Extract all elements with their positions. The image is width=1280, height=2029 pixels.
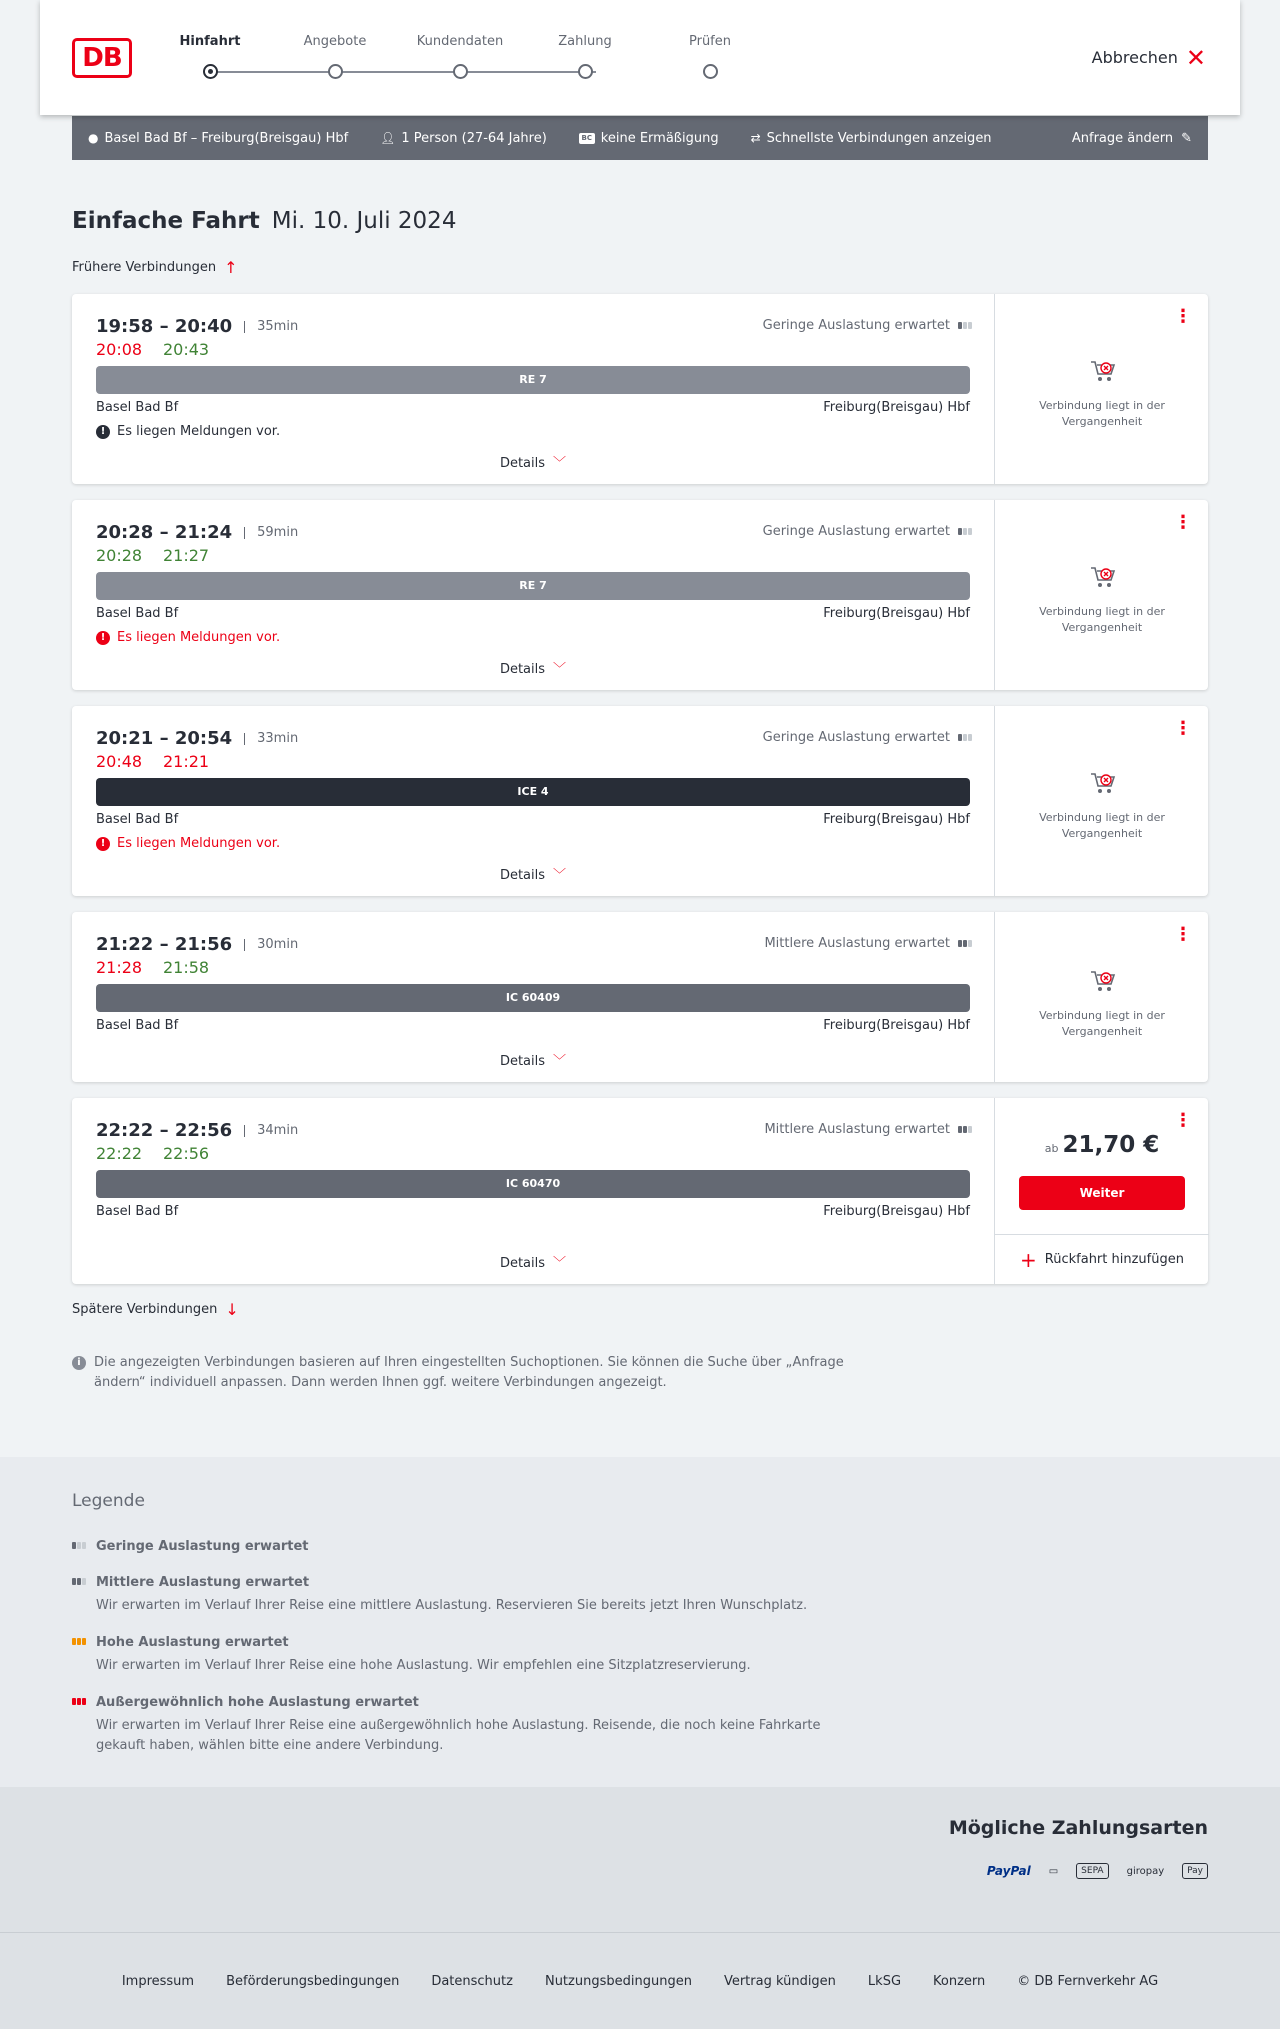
- search-info-note: [72, 1353, 852, 1393]
- later-connections-link[interactable]: [72, 1300, 239, 1319]
- option-text: Schnellste Verbindungen anzeigen: [766, 130, 992, 146]
- message-notice[interactable]: [96, 630, 280, 645]
- planned-times: 19:58 – 20:40: [96, 316, 233, 337]
- alert-icon: !: [96, 425, 110, 439]
- pencil-icon: ✎: [1181, 130, 1192, 146]
- footer-link-lksg[interactable]: LkSG: [867, 1973, 902, 1989]
- past-connection-note: Verbindung liegt in der Vergangenheit: [1039, 605, 1165, 634]
- header: [40, 0, 1240, 115]
- step-zahlung: Zahlung: [525, 34, 645, 49]
- realtime-arrival: 20:43: [163, 340, 210, 359]
- realtime-times: [96, 1144, 230, 1163]
- occupancy-medium-icon: [958, 1126, 972, 1133]
- arrival-station: Freiburg(Breisgau) Hbf: [823, 1204, 970, 1219]
- legend-item-title: Geringe Auslastung erwartet: [96, 1539, 309, 1554]
- details-toggle[interactable]: [72, 658, 994, 677]
- offer-panel: [994, 294, 1208, 484]
- earlier-label: Frühere Verbindungen: [72, 260, 217, 275]
- step-kundendaten: Kundendaten: [400, 34, 520, 49]
- past-connection-note: Verbindung liegt in der Vergangenheit: [1039, 1009, 1165, 1038]
- message-notice[interactable]: [96, 836, 280, 851]
- info-text: Die angezeigten Verbindungen basieren auf Ihren eingestellten Suchoptionen. Sie können die Suche über „Anfrage ändern“ individuell anpassen. Dann werden Ihnen ggf. weitere Verbindungen angezeigt.: [94, 1355, 844, 1390]
- details-label: Details: [499, 1256, 546, 1271]
- option-summary[interactable]: [751, 131, 992, 146]
- more-options-icon[interactable]: ⋮: [1174, 1110, 1192, 1131]
- legend-item-high: [72, 1635, 872, 1676]
- duration: 35min: [244, 321, 298, 333]
- train-bar[interactable]: RE 7: [96, 366, 970, 394]
- later-label: Spätere Verbindungen: [72, 1302, 218, 1317]
- more-options-icon[interactable]: ⋮: [1174, 512, 1192, 533]
- departure-station: Basel Bad Bf: [96, 606, 179, 621]
- message-text: Es liegen Meldungen vor.: [117, 836, 281, 851]
- more-options-icon[interactable]: ⋮: [1174, 718, 1192, 739]
- realtime-arrival: 21:58: [163, 958, 210, 977]
- message-text: Es liegen Meldungen vor.: [117, 424, 281, 439]
- occupancy-very-high-icon: [72, 1698, 86, 1705]
- footer-link-nutzungsbedingungen[interactable]: Nutzungsbedingungen: [544, 1973, 692, 1989]
- cancel-button[interactable]: [1091, 43, 1206, 72]
- duration: 33min: [244, 733, 298, 745]
- train-bar[interactable]: IC 60409: [96, 984, 970, 1012]
- occupancy-medium-icon: [72, 1578, 86, 1585]
- route-summary[interactable]: [88, 131, 348, 146]
- legend-item-medium: [72, 1575, 872, 1616]
- occupancy-low-icon: [958, 528, 972, 535]
- occupancy-low-icon: [958, 734, 972, 741]
- load-indicator: [763, 730, 972, 745]
- message-notice[interactable]: [96, 424, 280, 439]
- legend-item-title: Hohe Auslastung erwartet: [96, 1635, 289, 1650]
- load-indicator: [764, 936, 972, 951]
- persons-summary[interactable]: [380, 131, 547, 146]
- info-icon: i: [72, 1356, 86, 1370]
- step-dot: [203, 64, 218, 79]
- step-dot: [328, 64, 343, 79]
- chevron-down-icon: ﹀: [553, 662, 567, 677]
- offer-panel: [994, 706, 1208, 896]
- details-label: Details: [499, 868, 546, 883]
- load-indicator: [763, 524, 972, 539]
- legend-item-very-high: [72, 1695, 872, 1756]
- occupancy-high-icon: [72, 1638, 86, 1645]
- connection-times: [96, 728, 298, 749]
- price-value: 21,70 €: [1062, 1132, 1160, 1158]
- stepper-line: [210, 71, 596, 73]
- connection-info: [72, 500, 994, 690]
- footer-link-impressum[interactable]: Impressum: [121, 1973, 195, 1989]
- connection-info: [72, 1098, 994, 1284]
- realtime-arrival: 21:21: [163, 752, 210, 771]
- footer-link-vertrag-kuendigen[interactable]: Vertrag kündigen: [723, 1973, 836, 1989]
- step-dot: [453, 64, 468, 79]
- cart-unavailable-icon: [1089, 358, 1117, 384]
- connection-info: [72, 912, 994, 1082]
- step-dot: [703, 64, 718, 79]
- occupancy-low-icon: [72, 1542, 86, 1549]
- legend-item-text: Wir erwarten im Verlauf Ihrer Reise eine mittlere Auslastung. Reservieren Sie bereits jetzt Ihren Wunschplatz.: [96, 1598, 808, 1613]
- past-connection-note: Verbindung liegt in der Vergangenheit: [1039, 399, 1165, 428]
- realtime-times: [96, 958, 230, 977]
- add-return-label: Rückfahrt hinzufügen: [1044, 1252, 1184, 1267]
- arrival-station: Freiburg(Breisgau) Hbf: [823, 1018, 970, 1033]
- price: [995, 1132, 1209, 1158]
- details-toggle[interactable]: [72, 864, 994, 883]
- details-toggle[interactable]: [72, 1252, 994, 1271]
- realtime-departure: 22:22: [96, 1144, 143, 1163]
- connection-card[interactable]: [72, 912, 1208, 1082]
- discount-summary[interactable]: [579, 131, 719, 146]
- legend-item-low: [72, 1539, 872, 1554]
- departure-station: Basel Bad Bf: [96, 812, 179, 827]
- legend-item-title: Mittlere Auslastung erwartet: [96, 1575, 310, 1590]
- swap-icon: ⇄: [750, 131, 761, 145]
- train-bar[interactable]: RE 7: [96, 572, 970, 600]
- details-label: Details: [499, 662, 546, 677]
- details-label: Details: [499, 1054, 546, 1069]
- db-logo[interactable]: DB: [72, 38, 132, 78]
- footer-copyright: © DB Fernverkehr AG: [1017, 1973, 1159, 1989]
- chevron-down-icon: ﹀: [553, 1054, 567, 1069]
- load-text: Mittlere Auslastung erwartet: [764, 936, 950, 951]
- more-options-icon[interactable]: ⋮: [1174, 306, 1192, 327]
- realtime-departure: 20:48: [96, 752, 143, 771]
- details-toggle[interactable]: [72, 1050, 994, 1069]
- cancel-label: Abbrechen: [1091, 48, 1178, 67]
- connection-info: [72, 294, 994, 484]
- load-text: Geringe Auslastung erwartet: [762, 730, 950, 745]
- connection-card[interactable]: [72, 1098, 1208, 1284]
- connection-times: [96, 934, 298, 955]
- payment-logos: [987, 1863, 1208, 1879]
- load-text: Mittlere Auslastung erwartet: [764, 1122, 950, 1137]
- planned-times: 20:21 – 20:54: [96, 728, 233, 749]
- discount-text: keine Ermäßigung: [600, 130, 719, 146]
- payment-title: Mögliche Zahlungsarten: [948, 1817, 1208, 1839]
- realtime-times: [96, 546, 230, 565]
- continue-button[interactable]: Weiter: [1019, 1176, 1185, 1210]
- chevron-down-icon: ﹀: [553, 456, 567, 471]
- load-indicator: [764, 1122, 972, 1137]
- realtime-departure: 20:28: [96, 546, 143, 565]
- paypal-logo: PayPal: [986, 1864, 1031, 1878]
- search-summary-bar: [72, 116, 1208, 160]
- step-angebote: Angebote: [275, 34, 395, 49]
- connection-times: [96, 522, 298, 543]
- details-toggle[interactable]: [72, 452, 994, 471]
- duration: 59min: [244, 527, 298, 539]
- arrival-station: Freiburg(Breisgau) Hbf: [823, 606, 970, 621]
- realtime-departure: 20:08: [96, 340, 143, 359]
- cart-unavailable-icon: [1089, 564, 1117, 590]
- credit-card-icon: ▭: [1048, 1865, 1059, 1877]
- payment-section: [0, 1787, 1280, 1932]
- chevron-down-icon: ﹀: [553, 868, 567, 883]
- realtime-arrival: 22:56: [163, 1144, 210, 1163]
- load-text: Geringe Auslastung erwartet: [762, 318, 950, 333]
- persons-text: 1 Person (27-64 Jahre): [401, 130, 547, 146]
- past-connection-note: Verbindung liegt in der Vergangenheit: [1039, 811, 1165, 840]
- change-request-label: Anfrage ändern: [1071, 130, 1174, 146]
- footer-link-befoerderungsbedingungen[interactable]: Beförderungsbedingungen: [226, 1973, 400, 1989]
- occupancy-medium-icon: [958, 940, 972, 947]
- planned-times: 21:22 – 21:56: [96, 934, 233, 955]
- location-pin-icon: ●: [88, 131, 99, 145]
- planned-times: 20:28 – 21:24: [96, 522, 233, 543]
- step-pruefen: Prüfen: [650, 34, 770, 49]
- apple-pay-logo: Pay: [1182, 1863, 1208, 1879]
- realtime-departure: 21:28: [96, 958, 143, 977]
- message-text: Es liegen Meldungen vor.: [117, 630, 281, 645]
- legend-title: Legende: [72, 1491, 145, 1511]
- connection-times: [96, 316, 298, 337]
- legend-item-text: Wir erwarten im Verlauf Ihrer Reise eine außergewöhnlich hohe Auslastung. Reisende, die noch keine Fahrkarte gekauft haben, wählen bitte eine andere Verbindung.: [96, 1718, 821, 1753]
- change-request-button[interactable]: [1072, 131, 1192, 146]
- connection-info: [72, 706, 994, 896]
- train-bar[interactable]: ICE 4: [96, 778, 970, 806]
- cart-unavailable-icon: [1089, 968, 1117, 994]
- cart-unavailable-icon: [1089, 770, 1117, 796]
- load-indicator: [763, 318, 972, 333]
- earlier-connections-link[interactable]: [72, 258, 238, 277]
- offer-panel: [994, 500, 1208, 690]
- step-hinfahrt: Hinfahrt: [150, 34, 270, 49]
- close-icon: ✕: [1185, 43, 1206, 72]
- trip-type: Einfache Fahrt: [72, 208, 260, 234]
- offer-panel: [994, 912, 1208, 1082]
- offer-panel: [994, 1098, 1208, 1284]
- arrival-station: Freiburg(Breisgau) Hbf: [823, 812, 970, 827]
- connection-times: [96, 1120, 298, 1141]
- arrow-up-icon: ↑: [224, 258, 238, 277]
- person-icon: 👤︎: [380, 131, 396, 145]
- legend-item-text: Wir erwarten im Verlauf Ihrer Reise eine hohe Auslastung. Wir empfehlen eine Sitzplatzreservierung.: [96, 1658, 751, 1673]
- sepa-logo: SEPA: [1076, 1863, 1108, 1879]
- footer-link-konzern[interactable]: Konzern: [933, 1973, 986, 1989]
- connection-card[interactable]: [72, 706, 1208, 896]
- plus-icon: +: [1020, 1247, 1037, 1272]
- load-text: Geringe Auslastung erwartet: [762, 524, 950, 539]
- progress-stepper: [179, 34, 731, 84]
- route-text: Basel Bad Bf – Freiburg(Breisgau) Hbf: [104, 130, 349, 146]
- page-title: [72, 208, 456, 234]
- footer: [0, 1932, 1280, 2029]
- giropay-logo: giropay: [1126, 1865, 1165, 1877]
- alert-icon: !: [96, 631, 110, 645]
- duration: 30min: [244, 939, 298, 951]
- footer-link-datenschutz[interactable]: Datenschutz: [431, 1973, 513, 1989]
- departure-station: Basel Bad Bf: [96, 400, 179, 415]
- details-label: Details: [499, 456, 546, 471]
- alert-icon: !: [96, 837, 110, 851]
- add-return-trip-button[interactable]: [995, 1234, 1209, 1284]
- connection-card[interactable]: [72, 500, 1208, 690]
- chevron-down-icon: ﹀: [553, 1256, 567, 1271]
- connection-card[interactable]: [72, 294, 1208, 484]
- train-bar[interactable]: IC 60470: [96, 1170, 970, 1198]
- occupancy-low-icon: [958, 322, 972, 329]
- departure-station: Basel Bad Bf: [96, 1204, 179, 1219]
- more-options-icon[interactable]: ⋮: [1174, 924, 1192, 945]
- price-prefix: ab: [1044, 1142, 1059, 1155]
- duration: 34min: [244, 1125, 298, 1137]
- legend-section: [0, 1457, 1280, 1787]
- legend-item-title: Außergewöhnlich hohe Auslastung erwartet: [96, 1695, 419, 1710]
- realtime-times: [96, 752, 230, 771]
- realtime-times: [96, 340, 230, 359]
- travel-date: Mi. 10. Juli 2024: [271, 208, 457, 234]
- arrival-station: Freiburg(Breisgau) Hbf: [823, 400, 970, 415]
- arrow-down-icon: ↓: [225, 1300, 239, 1319]
- step-dot: [578, 64, 593, 79]
- realtime-arrival: 21:27: [163, 546, 210, 565]
- departure-station: Basel Bad Bf: [96, 1018, 179, 1033]
- bahncard-icon: BC: [579, 133, 595, 144]
- planned-times: 22:22 – 22:56: [96, 1120, 233, 1141]
